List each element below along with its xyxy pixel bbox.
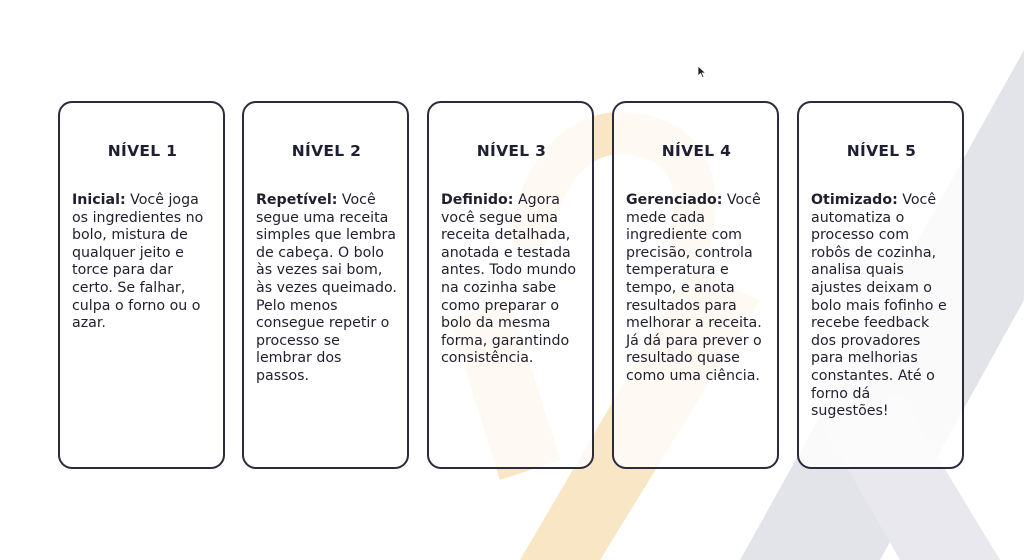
level-description (441, 192, 582, 368)
level-text: Você mede cada ingrediente com precisão, controla temperatura e tempo, e anota resultados para melhorar a receita. Já dá para prever o resultado quase como uma ciência. (626, 192, 762, 384)
level-title: NÍVEL 2 (291, 142, 362, 160)
level-term: Definido: (441, 192, 514, 208)
mouse-cursor-icon (697, 65, 707, 79)
level-text: Você segue uma receita simples que lembra de cabeça. O bolo às vezes sai bom, às vezes queimado. Pelo menos consegue repetir o processo se lembrar dos passos. (256, 192, 397, 384)
level-title: NÍVEL 3 (476, 142, 547, 160)
level-card-5 (797, 101, 964, 469)
level-card-4 (612, 101, 779, 469)
level-card-2 (242, 101, 409, 469)
level-description (626, 192, 767, 386)
level-term: Inicial: (72, 192, 126, 208)
level-card-1 (58, 101, 225, 469)
level-term: Otimizado: (811, 192, 898, 208)
level-title: NÍVEL 1 (107, 142, 178, 160)
level-card-3 (427, 101, 594, 469)
level-title: NÍVEL 5 (846, 142, 917, 160)
level-description (811, 192, 952, 421)
level-text: Você joga os ingredientes no bolo, mistura de qualquer jeito e torce para dar certo. Se falhar, culpa o forno ou o azar. (72, 192, 204, 332)
level-term: Gerenciado: (626, 192, 723, 208)
level-text: Você automatiza o processo com robôs de cozinha, analisa quais ajustes deixam o bolo mais fofinho e recebe feedback dos provadores para melhorias constantes. Até o forno dá sugestões! (811, 192, 947, 420)
level-term: Repetível: (256, 192, 338, 208)
level-description (256, 192, 397, 386)
level-description (72, 192, 213, 333)
level-text: Agora você segue uma receita detalhada, anotada e testada antes. Todo mundo na cozinha sabe como preparar o bolo da mesma forma, garantindo consistência. (441, 192, 577, 367)
level-title: NÍVEL 4 (661, 142, 732, 160)
